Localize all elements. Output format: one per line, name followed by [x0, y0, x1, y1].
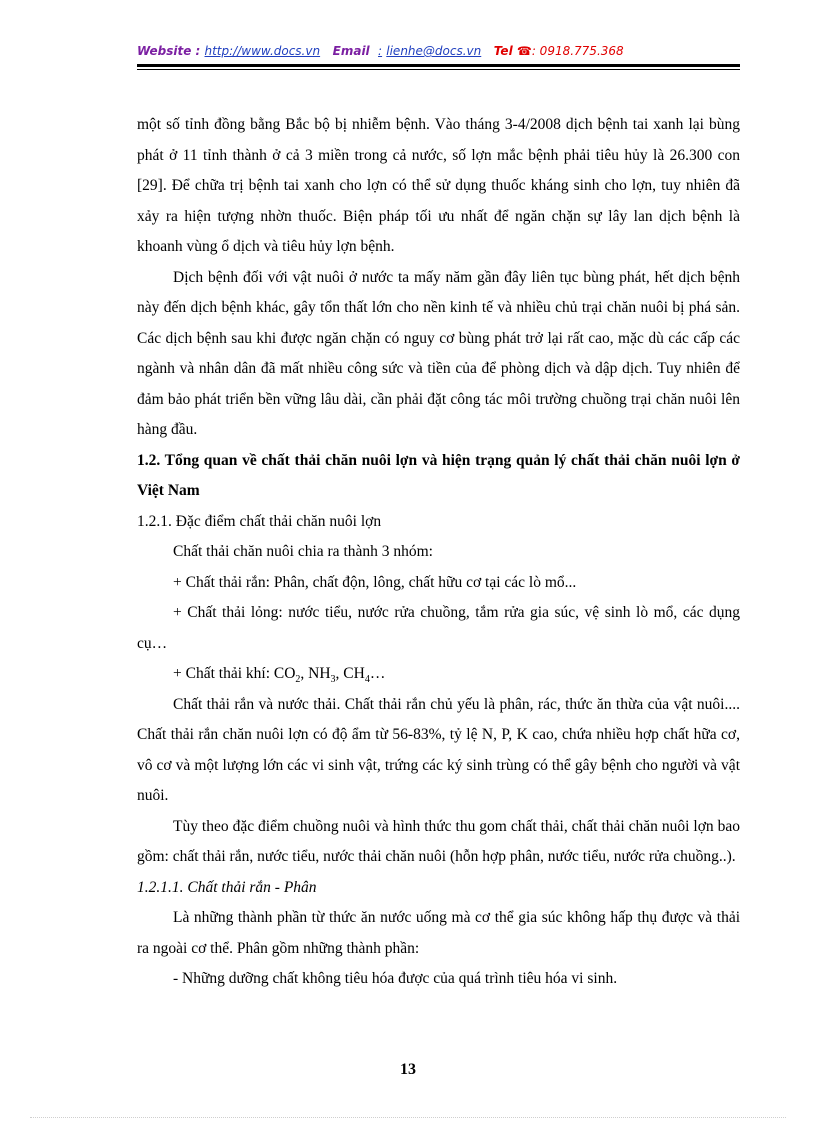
footer-dotted-line — [30, 1117, 786, 1118]
paragraph-2: Dịch bệnh đối với vật nuôi ở nước ta mấy năm gần đây liên tục bùng phát, hết dịch bệnh này đến dịch bệnh khác, gây tổn thất lớn cho nền kinh tế và nhiều chủ trại chăn nuôi bị phá sản. Các dịch bệnh sau khi được ngăn chặn có nguy cơ bùng phát trở lại rất cao, mặc dù các cấp các ngành và nhân dân đã mất nhiều công sức và tiền của để phòng dịch và dập dịch. Tuy nhiên để đảm bảo phát triển bền vững lâu dài, cần phải đặt công tác môi trường chuồng trại chăn nuôi lên hàng đầu. — [137, 268, 740, 438]
paragraph-4: + Chất thải rắn: Phân, chất độn, lông, chất hữu cơ tại các lò mổ... — [173, 573, 577, 591]
heading-1-2: 1.2. Tổng quan về chất thải chăn nuôi lợn và hiện trạng quản lý chất thải chăn nuôi lợn ở Việt Nam — [137, 451, 740, 499]
email-label: Email — [332, 44, 370, 58]
paragraph-7: Tùy theo đặc điểm chuồng nuôi và hình thức thu gom chất thải, chất thải chăn nuôi lợn bao gồm: chất thải rắn, nước tiểu, nước thải chăn nuôi (hỗn hợp phân, nước tiểu, nước rửa chuồng..). — [137, 817, 740, 865]
ch4-subscript: 4 — [364, 674, 370, 686]
website-link[interactable]: http://www.docs.vn — [204, 44, 321, 58]
email-separator: : — [378, 44, 383, 58]
paragraph-3: Chất thải chăn nuôi chia ra thành 3 nhóm: — [173, 543, 433, 560]
paragraph-1: một số tỉnh đồng bằng Bắc bộ bị nhiễm bệnh. Vào tháng 3-4/2008 dịch bệnh tai xanh lại bùng phát ở 11 tỉnh thành ở cả 3 miền trong cả nước, số lợn mắc bệnh phải tiêu hủy là 26.300 con [29]. Để chữa trị bệnh tai xanh cho lợn có thể sử dụng thuốc kháng sinh cho lợn, tuy nhiên đã xảy ra hiện tượng nhờn thuốc. Biện pháp tối ưu nhất để ngăn chặn sự lây lan dịch bệnh là khoanh vùng ổ dịch và tiêu hủy lợn bệnh. — [137, 116, 740, 255]
phone-icon: ☎ — [516, 44, 532, 58]
gas-suffix: … — [369, 665, 386, 682]
co2-subscript: 2 — [295, 674, 301, 686]
tel-number: : 0918.775.368 — [531, 44, 624, 58]
gas-ch: , CH — [335, 665, 365, 682]
paragraph-6: Chất thải rắn và nước thải. Chất thải rắn chủ yếu là phân, rác, thức ăn thừa của vật nuôi.... Chất thải rắn chăn nuôi lợn có độ ẩm từ 56-83%, tỷ lệ N, P, K cao, chứa nhiều hợp chất hữa cơ, vô cơ và một lượng lớn các vi sinh vật, trứng các ký sinh trùng có thể gây bệnh cho người và vật nuôi. — [137, 695, 740, 804]
heading-1-2-1: 1.2.1. Đặc điểm chất thải chăn nuôi lợn — [137, 512, 382, 530]
header-rule-thick — [137, 64, 740, 67]
email-link[interactable]: lienhe@docs.vn — [386, 44, 482, 58]
header-rule-thin — [137, 69, 740, 70]
paragraph-9: - Những dưỡng chất không tiêu hóa được của quá trình tiêu hóa vi sinh. — [173, 970, 618, 987]
heading-1-2-1-1: 1.2.1.1. Chất thải rắn - Phân — [137, 878, 317, 896]
paragraph-gas — [137, 659, 740, 690]
gas-prefix: + Chất thải khí: CO — [173, 665, 296, 682]
gas-nh: , NH — [300, 665, 331, 682]
website-label: Website : — [137, 44, 201, 58]
paragraph-8: Là những thành phần từ thức ăn nước uống mà cơ thể gia súc không hấp thụ được và thải ra ngoài cơ thể. Phân gồm những thành phần: — [137, 909, 740, 957]
tel-label: Tel — [493, 44, 513, 58]
page-number: 13 — [400, 1061, 416, 1078]
page-header — [137, 44, 740, 66]
nh3-subscript: 3 — [330, 674, 336, 686]
page-body — [137, 110, 740, 995]
paragraph-5: + Chất thải lỏng: nước tiểu, nước rửa chuồng, tắm rửa gia súc, vệ sinh lò mổ, các dụng cụ… — [137, 604, 740, 652]
